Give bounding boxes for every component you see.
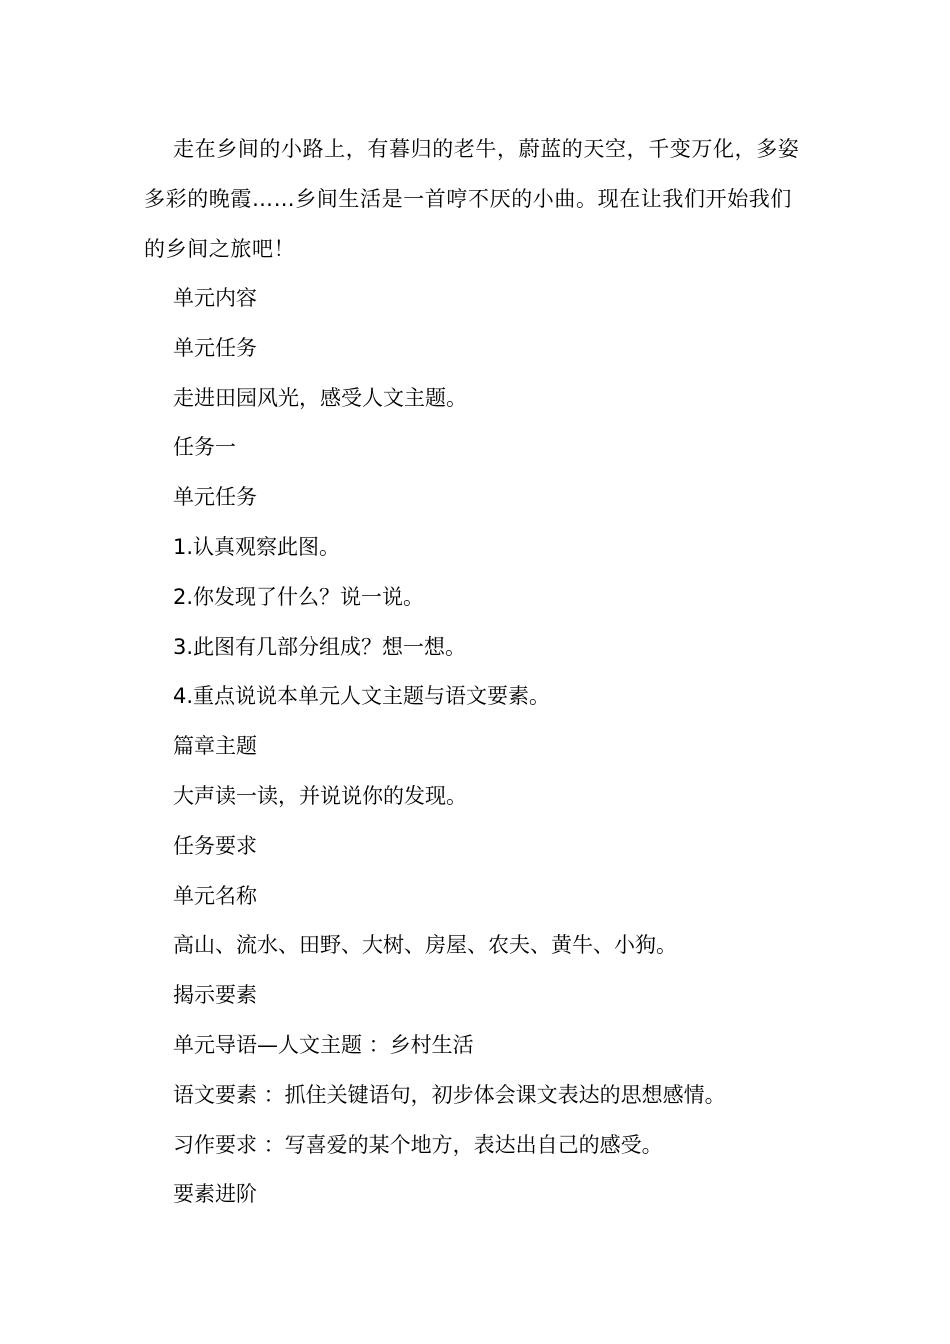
- section-heading-unit-task: 单元任务: [173, 335, 257, 360]
- section-heading-unit-name: 单元名称: [173, 883, 257, 908]
- section-heading-task-one: 任务一: [173, 435, 236, 460]
- paragraph-line: 习作要求 ：写喜爱的某个地方，表达出自己的感受。: [173, 1132, 663, 1157]
- section-heading-chapter-theme: 篇章主题: [173, 734, 257, 759]
- section-heading-element-progression: 要素进阶: [173, 1182, 257, 1207]
- paragraph-line: 高山、流水、田野、大树、房屋、农夫、黄牛、小狗。: [173, 933, 677, 958]
- section-heading-unit-content: 单元内容: [173, 286, 257, 310]
- task-item-1: 1.认真观察此图。: [173, 534, 341, 559]
- paragraph-line: 单元导语—人文主题 ：乡村生活: [173, 1032, 474, 1057]
- section-heading-unit-task: 单元任务: [173, 485, 257, 510]
- intro-paragraph: 走在乡间的小路上，有暮归的老牛，蔚蓝的天空，千变万化，多姿多彩的晚霞……乡间生活是一首哼不厌的小曲。现在让我们开始我们的乡间之旅吧！: [144, 137, 800, 261]
- paragraph-line: 大声读一读，并说说你的发现。: [173, 783, 467, 808]
- section-heading-reveal-elements: 揭示要素: [173, 983, 257, 1008]
- paragraph-line: 语文要素 ：抓住关键语句，初步体会课文表达的思想感情。: [173, 1082, 726, 1107]
- paragraph-line: 走进田园风光，感受人文主题。: [173, 385, 467, 410]
- task-item-3: 3.此图有几部分组成？想一想。: [173, 634, 467, 659]
- task-item-2: 2.你发现了什么？说一说。: [173, 584, 425, 609]
- section-heading-task-requirements: 任务要求: [173, 833, 257, 858]
- task-item-4: 4.重点说说本单元人文主题与语文要素。: [173, 684, 551, 709]
- document-body: [144, 124, 808, 1220]
